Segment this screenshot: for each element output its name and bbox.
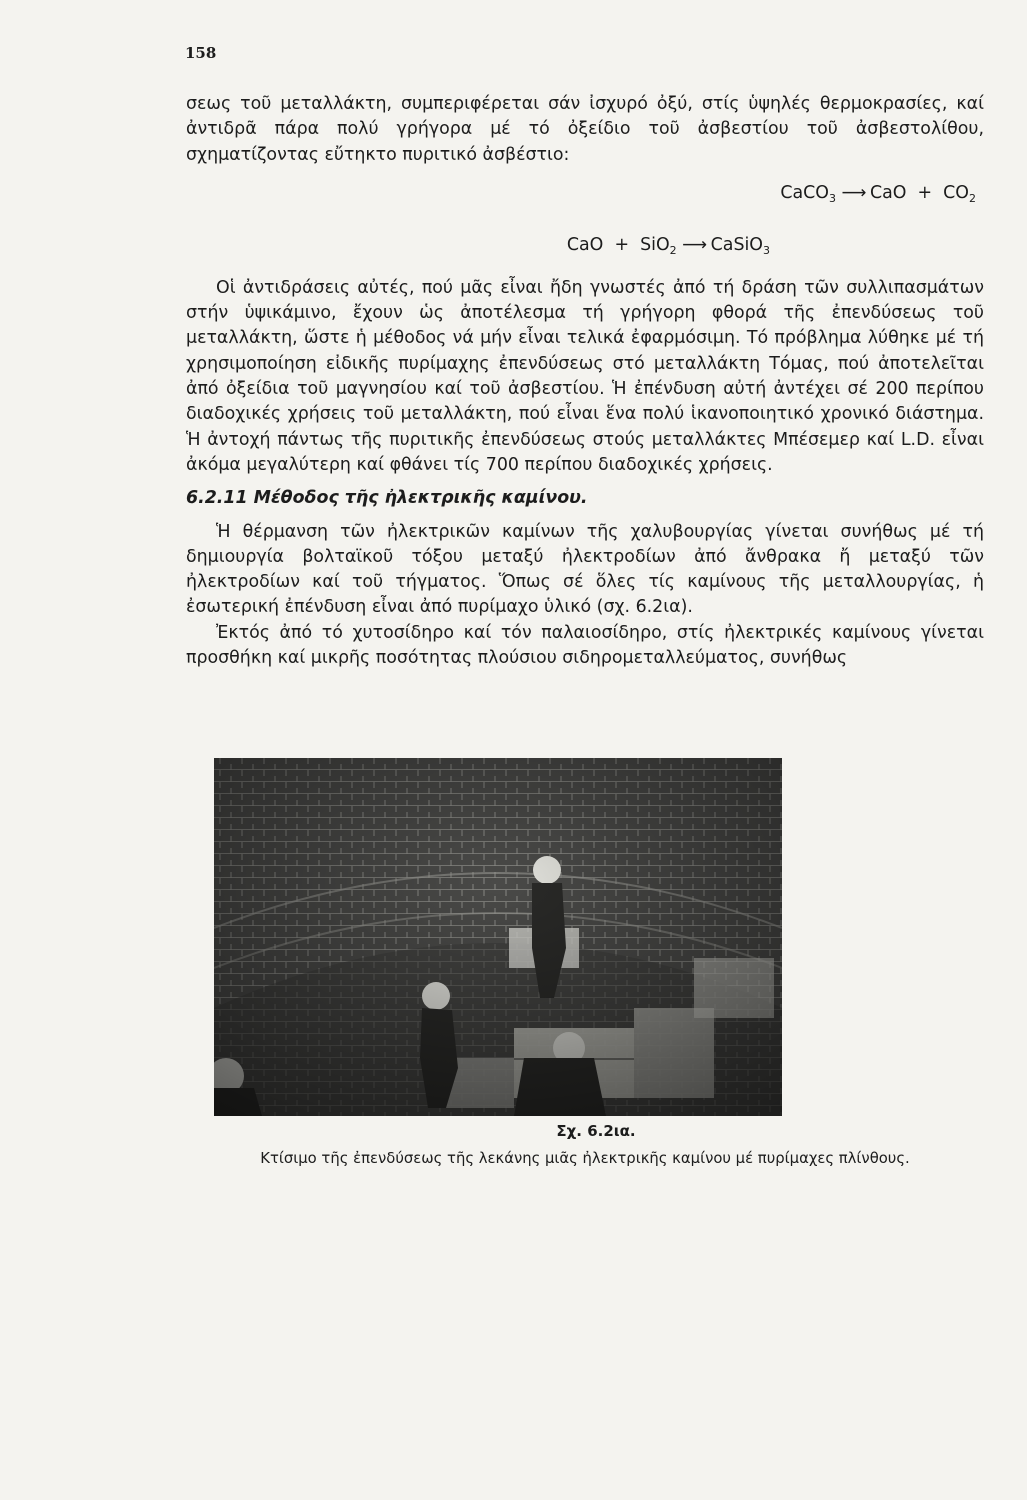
eq1-product-2: $CO_2$: [943, 182, 976, 205]
eq2-reactant-2: SiO$_2$: [640, 234, 677, 257]
figure-caption: Κτίσιμο τῆς ἐπενδύσεως τῆς λεκάνης μιᾶς ἠλεκτρικῆς καμίνου μέ πυρίμαχες πλίνθους.: [260, 1150, 910, 1167]
equation-2: [186, 232, 984, 264]
eq1-product-1: CaO: [869, 182, 907, 203]
eq1-reactant: CaCO$_3$: [780, 182, 836, 205]
eq2-plus: +: [614, 234, 630, 255]
equation-1: [186, 180, 984, 212]
page-number: 158: [185, 44, 217, 62]
body-text: [186, 92, 984, 671]
figure-label: Σχ. 6.2ια.: [556, 1122, 636, 1140]
photo-illustration: [214, 758, 782, 1116]
paragraph-1: σεως τοῦ μεταλλάκτη, συμπεριφέρεται σάν ἰσχυρό ὀξύ, στίς ὑψηλές θερμοκρασίες, καί ἀντιδρᾶ πάρα πολύ γρήγορα μέ τό ὀξείδιο τοῦ ἀσβεστίου τοῦ ἀσβεστολίθου, σχηματίζοντας εὔτηκτο πυριτικό ἀσβέστιο:: [186, 94, 984, 165]
eq1-arrow: ⟶: [841, 182, 865, 203]
furnace-lining-photo: [214, 758, 782, 1116]
eq2-reactant-1: CaO: [566, 234, 604, 255]
eq2-product: CaSiO$_3$: [710, 234, 770, 257]
paragraph-3: Ἡ θέρμανση τῶν ἠλεκτρικῶν καμίνων τῆς χαλυβουργίας γίνεται συνήθως μέ τή δημιουργία βολταϊκοῦ τόξου μεταξύ ἠλεκτροδίων ἀπό ἄνθρακα ἤ μεταξύ τῶν ἠλεκτροδίων καί τοῦ τήγματος. Ὅπως σέ ὅλες τίς καμίνους τῆς μεταλλουργίας, ἡ ἐσωτερική ἐπένδυση εἶναι ἀπό πυρίμαχο ὑλικό (σχ. 6.2ια).: [186, 521, 984, 618]
paragraph-2: Οἱ ἀντιδράσεις αὐτές, πού μᾶς εἶναι ἤδη γνωστές ἀπό τή δράση τῶν συλλιπασμάτων στήν ὑψικάμινο, ἔχουν ὡς ἀποτέλεσμα τή γρήγορη φθορά τῆς ἐπενδύσεως τοῦ μεταλλάκτη, ὥστε ἡ μέθοδος νά μήν εἶναι τελικά ἐφαρμόσιμη. Τό πρόβλημα λύθηκε μέ τή χρησιμοποίηση εἰδικῆς πυρίμαχης ἐπενδύσεως στό μεταλλάκτη Τόμας, πού ἀποτελεῖται ἀπό ὀξείδια τοῦ μαγνησίου καί τοῦ ἀσβεστίου. Ἡ ἐπένδυση αὐτή ἀντέχει σέ 200 περίπου διαδοχικές χρήσεις τοῦ μεταλλάκτη, πού εἶναι ἕνα πολύ ἱκανοποιητικό χρονικό διάστημα. Ἡ ἀντοχή πάντως τῆς πυριτικῆς ἐπενδύσεως στούς μεταλλάκτες Μπέσεμερ καί L.D. εἶναι ἀκόμα μεγαλύτερη καί φθάνει τίς 700 περίπου διαδοχικές χρήσεις.: [186, 277, 984, 475]
section-heading: 6.2.11 Μέθοδος τῆς ἠλεκτρικῆς καμίνου.: [186, 488, 588, 509]
paragraph-4: Ἐκτός ἀπό τό χυτοσίδηρο καί τόν παλαιοσίδηρο, στίς ἠλεκτρικές καμίνους γίνεται προσθήκη καί μικρῆς ποσότητας πλούσιου σιδηρομεταλλεύματος, συνήθως: [186, 622, 984, 669]
eq2-arrow: ⟶: [682, 234, 706, 255]
eq1-plus: +: [917, 182, 933, 203]
